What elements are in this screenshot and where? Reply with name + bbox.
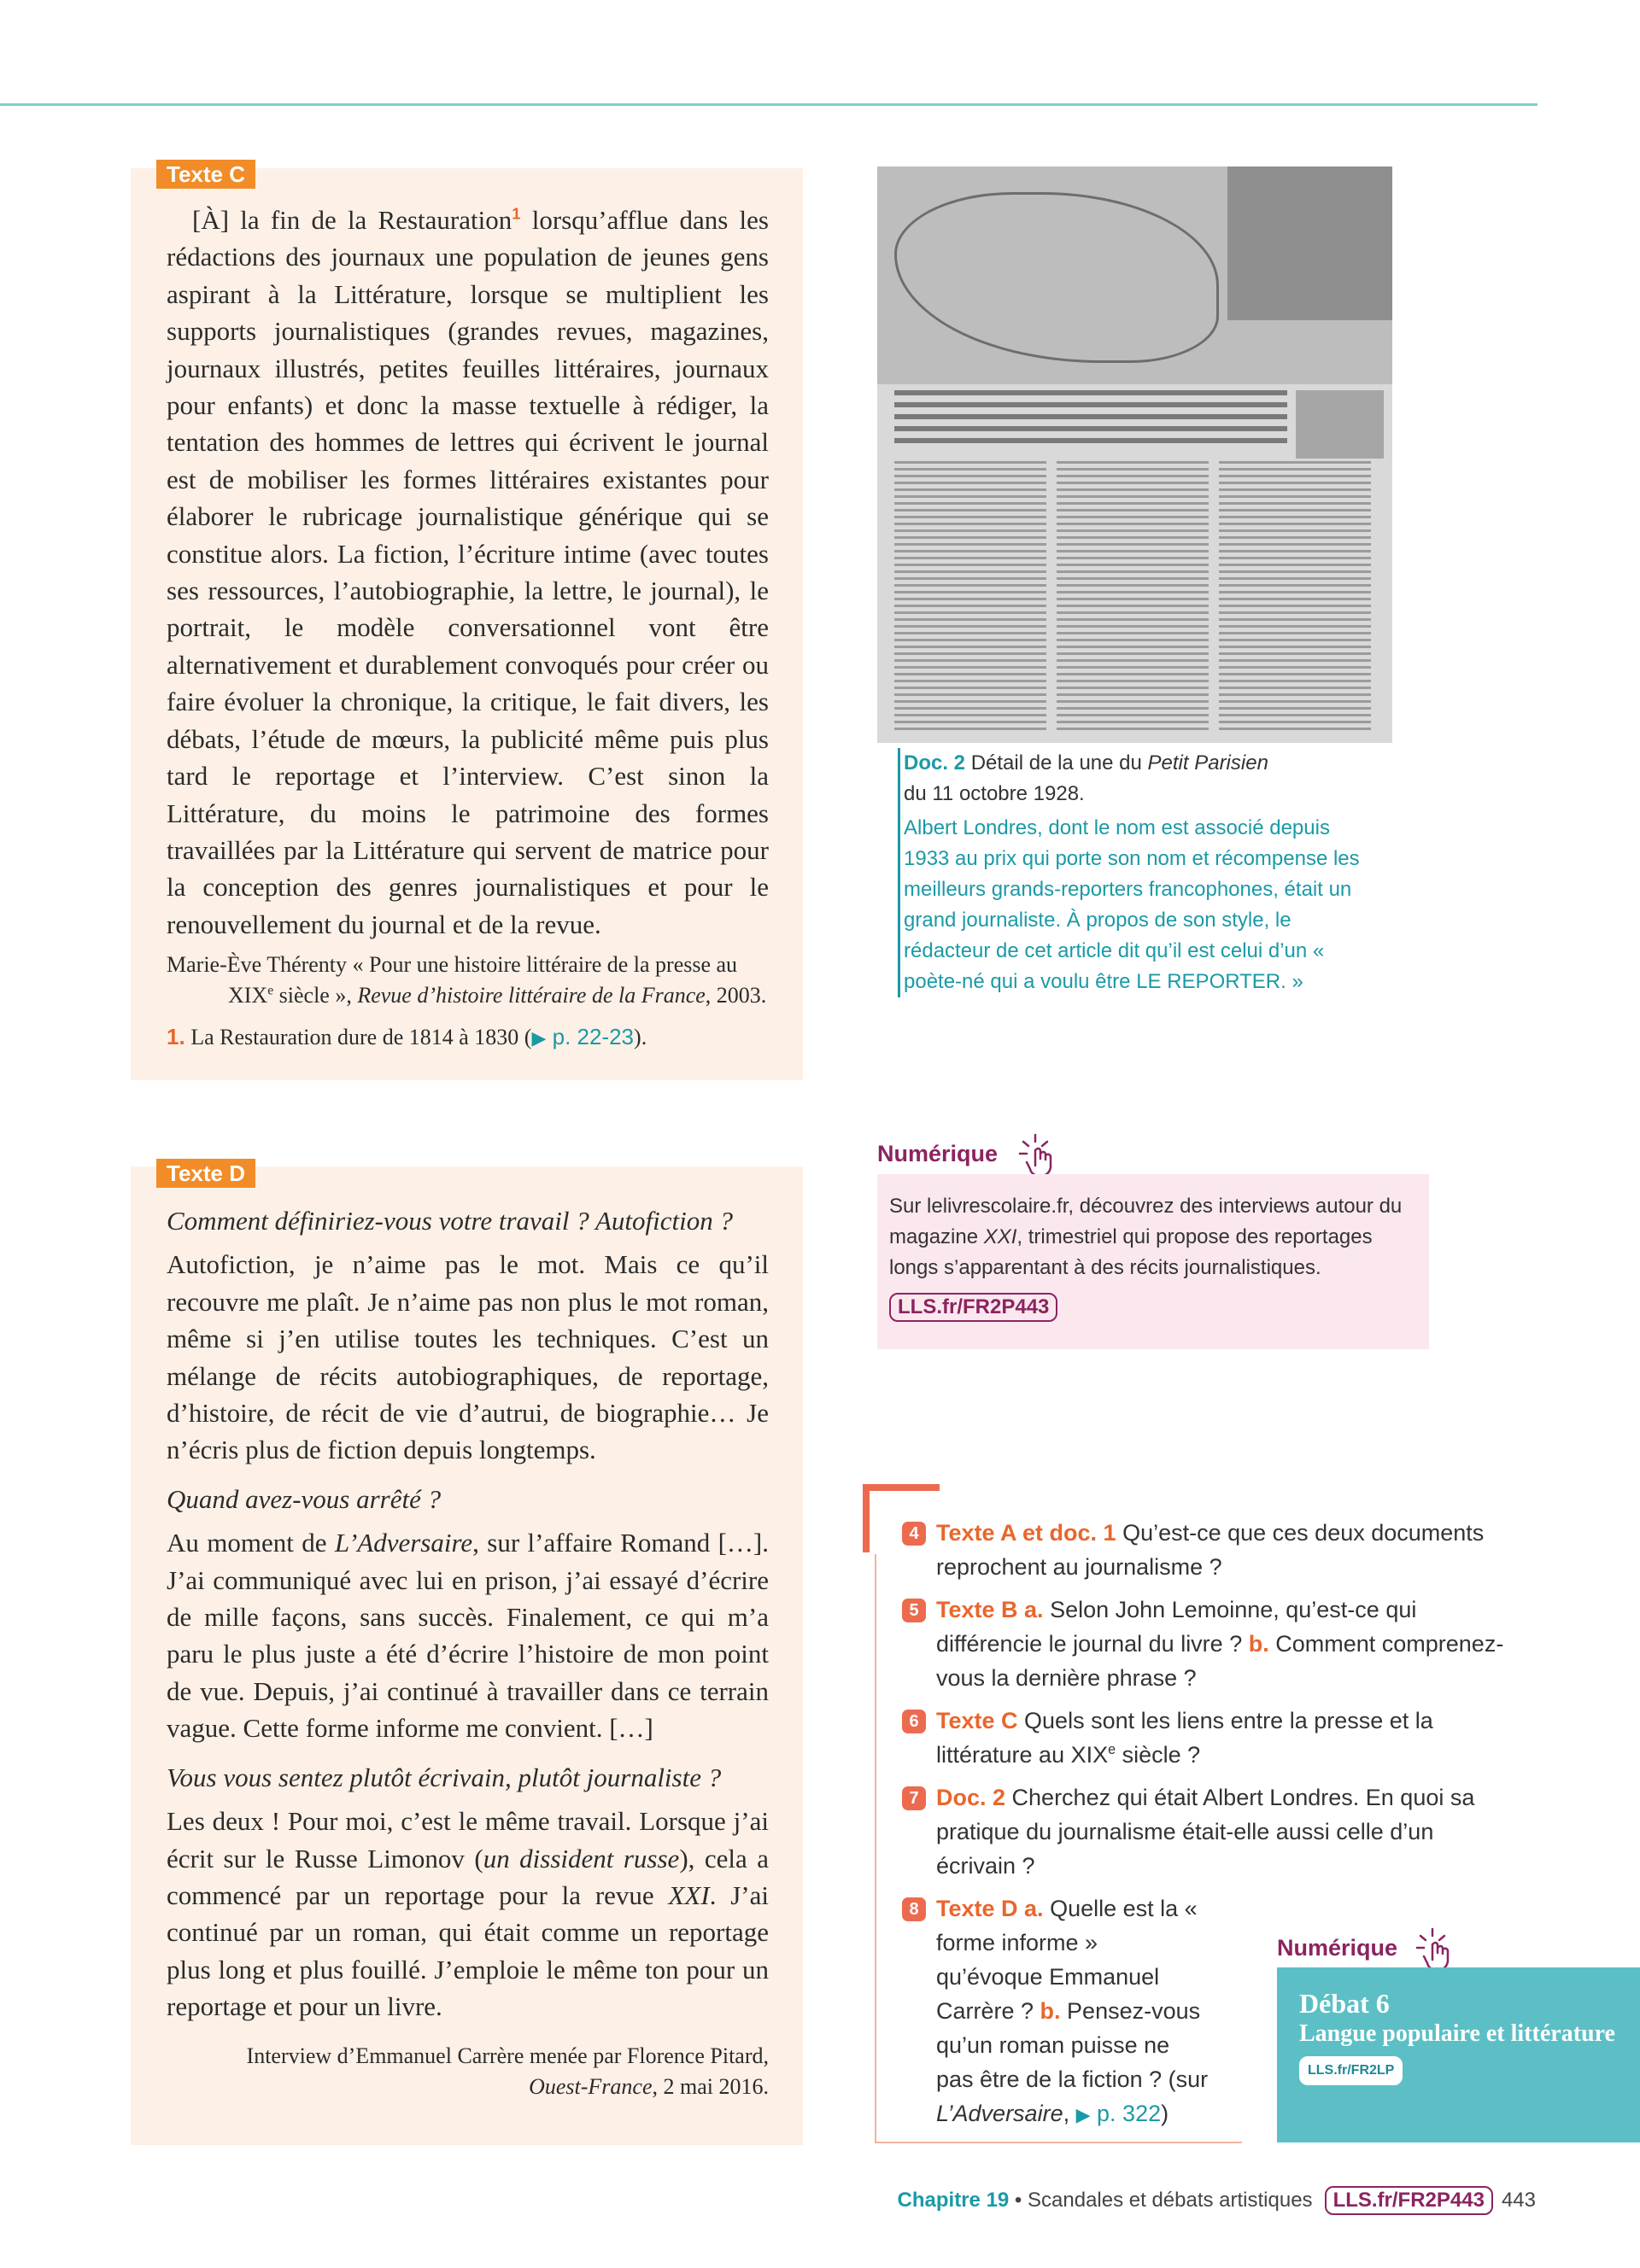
debat-subtitle: Langue populaire et littérature	[1299, 2020, 1615, 2047]
source-sup: e	[267, 983, 274, 998]
newspaper-photo	[1227, 167, 1392, 320]
footer-separator: •	[1009, 2189, 1028, 2212]
question-7	[902, 1780, 1517, 1883]
doc2-caption	[898, 748, 1376, 997]
newspaper-side-map	[1296, 390, 1384, 459]
question-text-b: Comment comprenez-vous la dernière phrase ?	[936, 1631, 1504, 1691]
source-line-1: Interview d’Emmanuel Carrère menée par Florence Pitard,	[246, 2043, 769, 2068]
source-author: Marie-Ève Thérenty « Pour une histoire littéraire de la presse au XIX	[167, 952, 738, 1008]
newspaper-headline	[894, 390, 1287, 450]
source-newspaper: Ouest-France	[529, 2073, 653, 2099]
answer-3c: ), cela a commencé par un reportage pour la revue	[167, 1843, 769, 1910]
question-ref: Texte A et doc. 1	[936, 1520, 1116, 1546]
question-number: 7	[902, 1786, 926, 1810]
answer-3d: XXI	[668, 1879, 710, 1910]
numerique-magazine: XXI	[983, 1225, 1017, 1248]
question-text-b: siècle ?	[1116, 1742, 1201, 1768]
questions-bracket	[863, 1484, 940, 1491]
debat-6-card[interactable]	[1277, 1967, 1640, 2142]
question-part-b: b.	[1248, 1631, 1269, 1657]
question-ref: Texte B	[936, 1597, 1018, 1622]
footnote-text: La Restauration dure de 1814 à 1830 (	[184, 1025, 532, 1050]
footnote-end: ).	[634, 1025, 647, 1050]
page-322-link[interactable]: p. 322	[1090, 2101, 1162, 2126]
texte-c-source	[167, 950, 769, 1011]
texte-c-paragraph	[167, 202, 769, 943]
question-number: 4	[902, 1522, 926, 1546]
question-number: 6	[902, 1710, 926, 1733]
texte-c-footnote	[167, 1021, 769, 1054]
question-3-text: Vous vous sentez plutôt écrivain, plutôt journaliste ?	[167, 1762, 722, 1792]
question-text-a: Selon John Lemoinne, qu’est-ce qui différencie le journal du livre ?	[936, 1597, 1417, 1657]
petit-parisien-image	[877, 167, 1392, 743]
source-journal: Revue d’histoire littéraire de la France	[357, 983, 706, 1008]
questions-bracket-left	[863, 1484, 870, 1552]
question-5	[902, 1593, 1517, 1695]
question-4	[902, 1516, 1517, 1584]
doc2-line1: Détail de la une du	[965, 751, 1148, 775]
link-fr2lp[interactable]: LLS.fr/FR2LP	[1299, 2056, 1403, 2085]
question-number: 8	[902, 1897, 926, 1921]
question-part-b: b.	[1040, 1998, 1061, 2024]
page-footer	[898, 2186, 1536, 2215]
question-book: L’Adversaire	[936, 2101, 1063, 2126]
question-close: )	[1161, 2101, 1169, 2126]
question-text: Qu’est-ce que ces deux documents reprochent au journalisme ?	[936, 1520, 1485, 1580]
question-ref: Texte C	[936, 1708, 1018, 1733]
texte-d-content	[167, 1202, 769, 2102]
interview-answer-3	[167, 1803, 769, 2025]
texte-c-rest: lorsqu’afflue dans les rédactions des journaux une population de jeunes gens aspirant à la Littérature, lorsque se multiplient les supports journalistiques (grandes revues, magazines, journaux illustrés, petites feuilles littéraires, journaux pour enfants) et donc la masse textuelle à rédiger, la tentation des hommes de lettres qui écrivent le journal est de mobiliser les formes littéraires existantes pour élaborer le rubricage journalistique générique qui se constitue alors. La fiction, l’écriture intime (avec toutes ses ressources, l’autobiographie, la lettre, le journal), le portrait, le modèle conversationnel vont être alternativement et durablement convoqués pour créer ou faire évoluer la chronique, la critique, le fait divers, les débats, l’étude de mœurs, la publicité même puis plus tard le reportage et l’interview. C’est sinon la Littérature, du moins le patrimoine des formes travaillées par la Littérature qui servent de matrice pour la conception des genres journalistiques et pour le renouvellement du journal et de la revue.	[167, 205, 769, 939]
texte-c-content	[167, 202, 769, 1054]
questions-border-bottom	[875, 2142, 1242, 2143]
footer-link[interactable]: LLS.fr/FR2P443	[1325, 2186, 1493, 2215]
numerique-text-a: Sur lelivrescolaire.fr, découvrez des interviews autour du magazine	[889, 1195, 1403, 1248]
question-text-a: Quelle est la « forme informe » qu’évoque Emmanuel Carrère ?	[936, 1896, 1198, 2024]
interview-answer-1: Autofiction, je n’aime pas le mot. Mais ce qu’il recouvre me plaît. Je n’aime pas non plus le mot roman, même si j’en utilise toutes les techniques. C’est un mélange de récits autobiographiques, de reportage, d’histoire, de récit de vie d’autrui, de biographie… Je n’écris plus de fiction depuis longtemps.	[167, 1249, 769, 1465]
question-comma: ,	[1063, 2101, 1076, 2126]
interview-question-3	[167, 1759, 769, 1796]
question-2-text: Quand avez-vous arrêté ?	[167, 1483, 442, 1514]
question-text-b: Pensez-vous qu’un roman puisse ne pas être de la fiction ? (sur	[936, 1998, 1209, 2092]
numerique-text-c: , trimestriel qui propose des reportages longs s’apparentant à des récits journalistiques.	[889, 1225, 1373, 1279]
question-ref: Doc. 2	[936, 1785, 1006, 1810]
numerique-label-bottom: Numérique	[1277, 1935, 1398, 1961]
source-mid: siècle »,	[273, 983, 358, 1008]
answer-2a: Au moment de	[167, 1528, 335, 1558]
numerique-text	[889, 1191, 1417, 1283]
answer-2c: , sur l’affaire Romand […]. J’ai communiqué avec lui en prison, j’ai essayé d’écrire de mille façons, sans succès. Finalement, ce qui m’a paru le plus juste a été d’écrire l’histoire de mon point de vue. Depuis, j’ai continué à travailler dans ce terrain vague. Cette forme informe me convient. […]	[167, 1528, 769, 1744]
source-date: , 2 mai 2016.	[652, 2073, 769, 2099]
question-number: 5	[902, 1599, 926, 1622]
header-rule	[0, 103, 1538, 106]
footnote-number: 1.	[167, 1024, 185, 1050]
texte-d-source	[167, 2041, 769, 2102]
arrow-right-icon: ▶	[531, 1027, 547, 1049]
questions-border	[875, 1554, 876, 2143]
doc2-description: Albert Londres, dont le nom est associé depuis 1933 au prix qui porte son nom et récompense les meilleurs grands-reporters francophones, était un grand journaliste. À propos de son style, le rédacteur de cet article dit qu’il est celui d’un « poète-né qui a voulu être LE REPORTER. »	[904, 816, 1360, 993]
interview-question-1	[167, 1202, 769, 1239]
question-text-a: Quels sont les liens entre la presse et la littérature au XIX	[936, 1708, 1433, 1768]
question-6	[902, 1704, 1517, 1772]
footer-chapter: Chapitre 19	[897, 2189, 1010, 2212]
book-title-adversaire: L’Adversaire	[334, 1528, 473, 1558]
source-year: , 2003.	[705, 983, 767, 1008]
page-number: 443	[1501, 2189, 1536, 2212]
doc2-caption-title	[904, 748, 1376, 779]
question-ref: Texte D	[936, 1896, 1018, 1921]
doc2-newspaper-name: Petit Parisien	[1147, 751, 1268, 775]
numerique-box	[877, 1174, 1429, 1349]
numerique-label: Numérique	[877, 1141, 999, 1166]
doc2-date: du 11 octobre 1928.	[904, 782, 1085, 805]
debat-title: Débat 6	[1299, 1988, 1390, 2019]
pointer-hand-icon	[1414, 1926, 1465, 1972]
interview-answer-2	[167, 1524, 769, 1746]
question-sup: e	[1108, 1742, 1116, 1757]
link-fr2p443[interactable]: LLS.fr/FR2P443	[889, 1293, 1057, 1322]
answer-3b: un dissident russe	[483, 1843, 680, 1873]
question-part-a: a.	[1017, 1896, 1044, 1921]
doc2-label: Doc. 2	[904, 751, 966, 775]
answer-3e: . J’ai continué par un roman, qui était comme un reportage plus long et plus fouillé. J’emploie le même ton pour un reportage et pour un livre.	[167, 1879, 769, 2022]
footnote-page-link[interactable]: p. 22-23	[546, 1024, 635, 1050]
footnote-ref-1[interactable]: 1	[512, 204, 521, 223]
newspaper-columns	[894, 461, 1381, 730]
question-1-text: Comment définiriez-vous votre travail ? Autofiction ?	[167, 1206, 733, 1236]
question-text: Cherchez qui était Albert Londres. En quoi sa pratique du journalisme était-elle aussi celle d’un écrivain ?	[936, 1785, 1475, 1879]
texte-d-tag: Texte D	[156, 1159, 255, 1188]
question-part-a: a.	[1017, 1597, 1044, 1622]
question-8	[902, 1891, 1210, 2132]
arrow-right-icon: ▶	[1075, 2104, 1091, 2125]
texte-c-tag: Texte C	[156, 160, 255, 189]
texte-c-start: [À] la fin de la Restauration	[192, 205, 512, 235]
answer-3a: Les deux ! Pour moi, c’est le même travail. Lorsque j’ai écrit sur le Russe Limonov (	[167, 1806, 769, 1873]
footer-title: Scandales et débats artistiques	[1028, 2189, 1313, 2212]
pointer-hand-icon	[1016, 1131, 1068, 1178]
interview-question-2	[167, 1481, 769, 1517]
